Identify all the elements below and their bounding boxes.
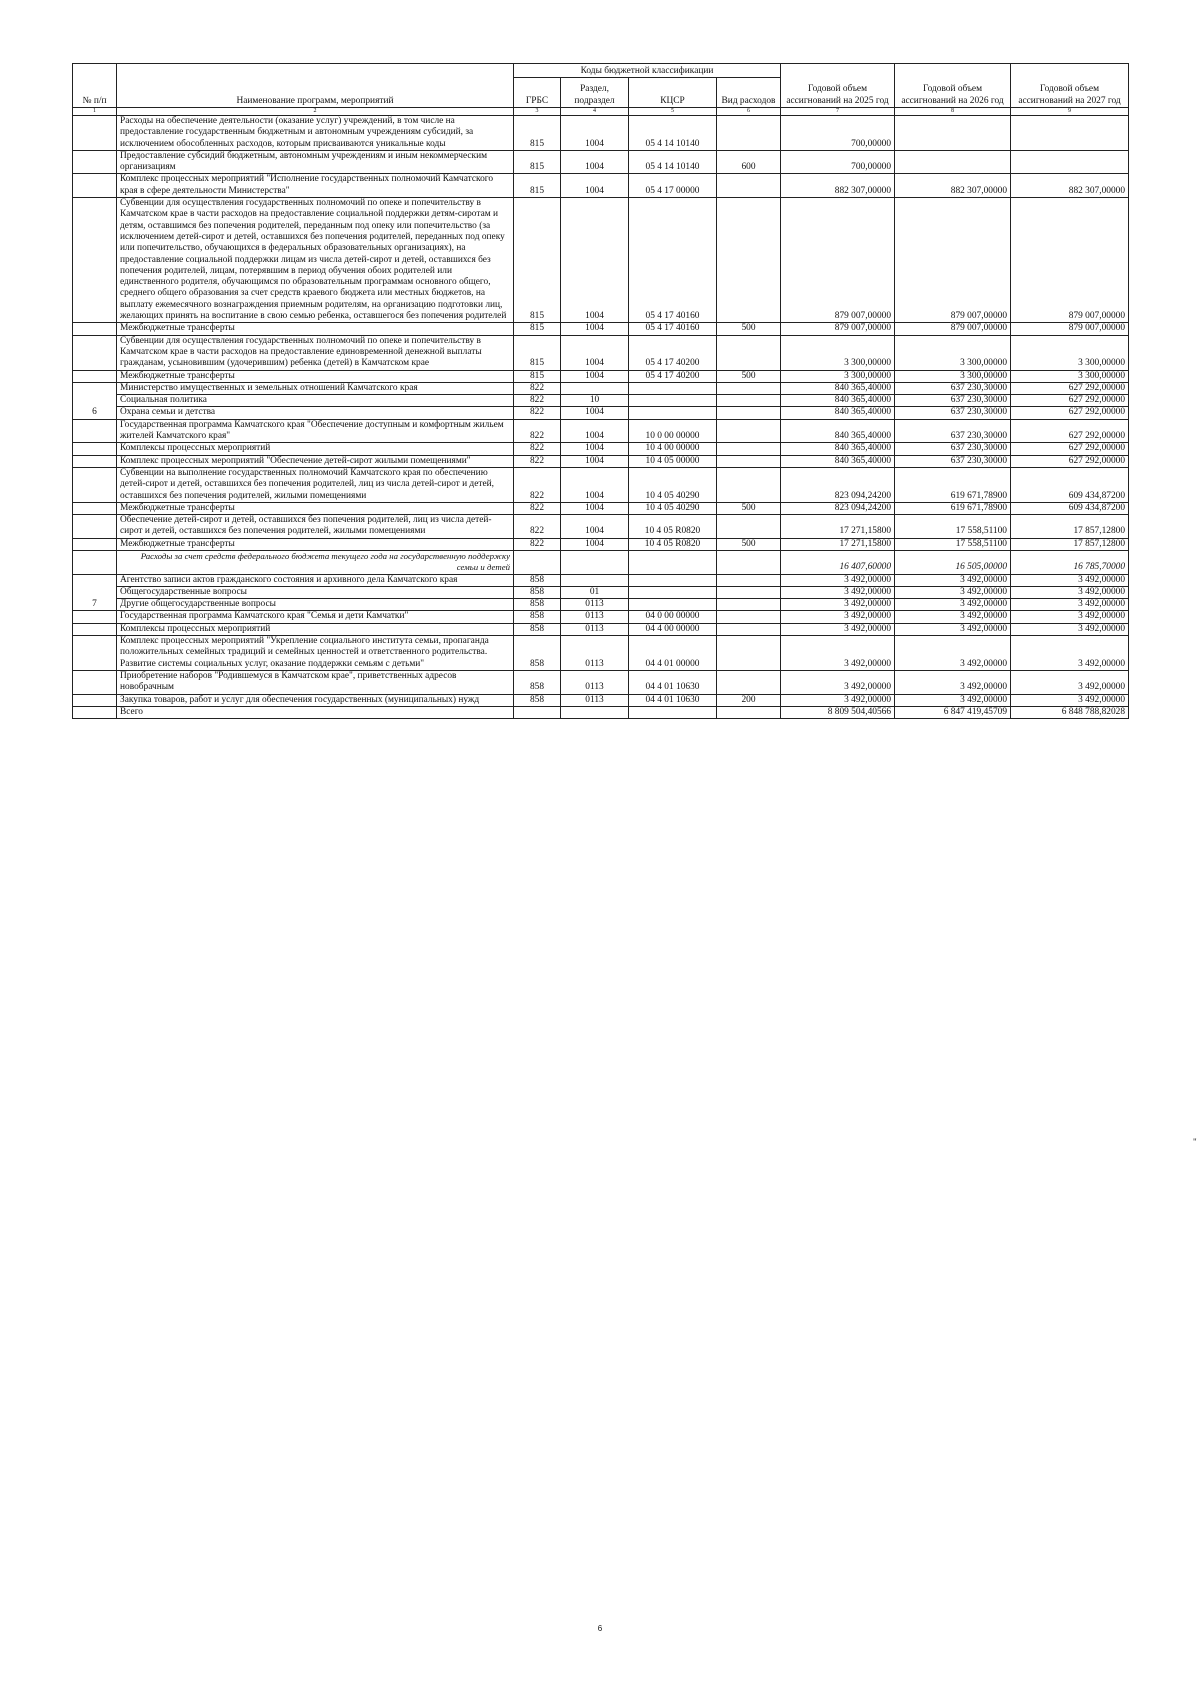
grbs-cell: 858 [514,670,561,694]
amount-2025-cell: 17 271,15800 [781,515,895,539]
kcsr-cell: 05 4 17 40200 [629,370,717,382]
razdel-cell: 1004 [561,198,629,323]
razdel-cell [561,574,629,586]
amount-2025-cell: 3 492,00000 [781,574,895,586]
table-row [73,611,1129,623]
amount-2027-cell: 16 785,70000 [1011,550,1129,574]
grbs-cell: 822 [514,395,561,407]
amount-2026-cell: 16 505,00000 [895,550,1011,574]
item-name-cell: Субвенции на выполнение государственных полномочий Камчатского края по обеспечению детей-сирот и детей, оставшихся без попечения родителей, лиц из числа детей-сирот и детей, оставшихся без попечения родителей, жилыми помещениями [117,467,514,502]
vid-cell [717,407,781,419]
kcsr-cell [629,574,717,586]
vid-cell [717,395,781,407]
vid-cell: 600 [717,150,781,174]
amount-2025-cell: 3 300,00000 [781,335,895,370]
header-razdel: Раздел, подраздел [561,78,629,108]
vid-cell [717,335,781,370]
amount-2025-cell: 840 365,40000 [781,455,895,467]
amount-2026-cell: 619 671,78900 [895,467,1011,502]
amount-2027-cell: 609 434,87200 [1011,467,1129,502]
vid-cell [717,174,781,198]
razdel-cell: 1004 [561,419,629,443]
budget-table [72,63,1129,719]
row-number-cell [73,116,117,151]
kcsr-cell: 05 4 17 00000 [629,174,717,198]
amount-2027-cell: 3 492,00000 [1011,611,1129,623]
vid-cell: 200 [717,694,781,706]
amount-2027-cell: 6 848 788,82028 [1011,706,1129,718]
grbs-cell: 858 [514,574,561,586]
amount-2026-cell: 3 492,00000 [895,599,1011,611]
grbs-cell: 858 [514,623,561,635]
colnum: 8 [895,108,1011,116]
vid-cell [717,198,781,323]
razdel-cell: 0113 [561,694,629,706]
item-name-cell: Субвенции для осуществления государственных полномочий по опеке и попечительству в Камчатском крае в части расходов на предоставление социальной поддержки детям-сиротам и детям, оставшимся без попечения родителей, переданным под опеку или попечительство (за исключением детей-сирот и детей, оставшихся без попечения родителей, переданных под опеку или попечительство, обучающихся в федеральных образовательных организациях), на предоставление социальной поддержки лицам из числа детей-сирот и детей, оставшихся без попечения родителей, лицам, потерявшим в период обучения обоих родителей или единственного родителя, обучающимся по образовательным программам основного общего, среднего общего образования за счет средств краевого бюджета или местных бюджетов, на выплату ежемесячного вознаграждения приемным родителям, на организацию подготовки лиц, желающих принять на воспитание в свою семью ребенка, оставшегося без попечения родителей [117,198,514,323]
table-row [73,538,1129,550]
razdel-cell [561,706,629,718]
amount-2026-cell: 637 230,30000 [895,443,1011,455]
item-name-cell: Министерство имущественных и земельных отношений Камчатского края [117,382,514,394]
table-row [73,198,1129,323]
amount-2025-cell: 823 094,24200 [781,502,895,514]
row-number-cell [73,150,117,174]
item-name-cell: Комплексы процессных мероприятий [117,623,514,635]
razdel-cell: 0113 [561,670,629,694]
kcsr-cell: 05 4 14 10140 [629,150,717,174]
amount-2025-cell: 3 492,00000 [781,586,895,598]
table-row-note [73,550,1129,574]
item-name-cell: Охрана семьи и детства [117,407,514,419]
table-row [73,636,1129,671]
kcsr-cell [629,395,717,407]
razdel-cell: 1004 [561,407,629,419]
amount-2025-cell: 3 492,00000 [781,636,895,671]
amount-2026-cell: 3 492,00000 [895,694,1011,706]
amount-2027-cell: 627 292,00000 [1011,455,1129,467]
amount-2026-cell [895,116,1011,151]
razdel-cell [561,382,629,394]
amount-2027-cell: 3 492,00000 [1011,694,1129,706]
amount-2026-cell: 17 558,51100 [895,538,1011,550]
item-name-cell: Расходы за счет средств федерального бюджета текущего года на государственную поддержку семьи и детей [117,550,514,574]
amount-2026-cell: 637 230,30000 [895,395,1011,407]
amount-2025-cell: 8 809 504,40566 [781,706,895,718]
amount-2026-cell: 3 492,00000 [895,574,1011,586]
colnum: 9 [1011,108,1129,116]
vid-cell [717,636,781,671]
row-number-cell [73,550,117,574]
amount-2026-cell: 3 492,00000 [895,670,1011,694]
kcsr-cell: 04 4 01 10630 [629,694,717,706]
row-number-cell [73,443,117,455]
grbs-cell: 822 [514,443,561,455]
row-number-cell [73,670,117,694]
kcsr-cell: 10 4 05 40290 [629,502,717,514]
amount-2027-cell: 627 292,00000 [1011,443,1129,455]
amount-2026-cell: 6 847 419,45709 [895,706,1011,718]
closing-quote-mark: " [1193,1137,1197,1147]
item-name-cell: Общегосударственные вопросы [117,586,514,598]
table-row [73,574,1129,586]
kcsr-cell: 10 4 05 40290 [629,467,717,502]
vid-cell [717,623,781,635]
header-grbs: ГРБС [514,78,561,108]
header-vid: Вид расходов [717,78,781,108]
table-row [73,382,1129,394]
grbs-cell: 858 [514,586,561,598]
row-number-cell: 6 [73,382,117,419]
vid-cell [717,706,781,718]
page-number: 6 [597,1624,603,1633]
row-number-cell [73,174,117,198]
colnum: 6 [717,108,781,116]
amount-2027-cell: 627 292,00000 [1011,407,1129,419]
vid-cell [717,611,781,623]
razdel-cell: 1004 [561,335,629,370]
razdel-cell: 1004 [561,455,629,467]
amount-2027-cell: 3 300,00000 [1011,335,1129,370]
razdel-cell: 1004 [561,515,629,539]
amount-2025-cell: 3 492,00000 [781,611,895,623]
item-name-cell: Приобретение наборов "Родившемуся в Камчатском крае", приветственных адресов новобрачным [117,670,514,694]
amount-2027-cell: 627 292,00000 [1011,419,1129,443]
kcsr-cell [629,706,717,718]
row-number-cell [73,198,117,323]
kcsr-cell: 10 4 05 R0820 [629,538,717,550]
razdel-cell: 10 [561,395,629,407]
amount-2026-cell: 3 492,00000 [895,586,1011,598]
table-row [73,455,1129,467]
grbs-cell [514,706,561,718]
row-number-cell [73,538,117,550]
razdel-cell: 01 [561,586,629,598]
grbs-cell: 822 [514,502,561,514]
amount-2027-cell: 17 857,12800 [1011,515,1129,539]
row-number-cell [73,419,117,443]
vid-cell [717,586,781,598]
razdel-cell: 1004 [561,502,629,514]
razdel-cell: 1004 [561,323,629,335]
header-2027: Годовой объем ассигнований на 2027 год [1011,64,1129,108]
table-row [73,623,1129,635]
amount-2025-cell: 840 365,40000 [781,443,895,455]
grbs-cell: 815 [514,150,561,174]
budget-sheet [72,63,1197,1147]
razdel-cell: 1004 [561,116,629,151]
table-row [73,694,1129,706]
vid-cell: 500 [717,370,781,382]
row-number-cell [73,323,117,335]
table-row [73,706,1129,718]
header-num: № п/п [73,64,117,108]
razdel-cell: 0113 [561,599,629,611]
vid-cell [717,455,781,467]
grbs-cell: 815 [514,174,561,198]
amount-2025-cell: 840 365,40000 [781,382,895,394]
table-row [73,150,1129,174]
amount-2025-cell: 840 365,40000 [781,419,895,443]
amount-2026-cell: 637 230,30000 [895,407,1011,419]
grbs-cell: 822 [514,407,561,419]
amount-2027-cell: 609 434,87200 [1011,502,1129,514]
amount-2025-cell: 840 365,40000 [781,395,895,407]
item-name-cell: Межбюджетные трансферты [117,538,514,550]
table-row [73,174,1129,198]
row-number-cell [73,502,117,514]
amount-2027-cell: 627 292,00000 [1011,395,1129,407]
item-name-cell: Всего [117,706,514,718]
kcsr-cell: 04 4 01 00000 [629,636,717,671]
item-name-cell: Комплекс процессных мероприятий "Исполнение государственных полномочий Камчатского края в сфере деятельности Министерства" [117,174,514,198]
amount-2027-cell: 882 307,00000 [1011,174,1129,198]
grbs-cell: 858 [514,599,561,611]
kcsr-cell: 10 0 00 00000 [629,419,717,443]
razdel-cell: 1004 [561,467,629,502]
razdel-cell: 0113 [561,623,629,635]
amount-2027-cell: 3 492,00000 [1011,623,1129,635]
amount-2027-cell: 17 857,12800 [1011,538,1129,550]
kcsr-cell: 10 4 05 R0820 [629,515,717,539]
grbs-cell: 822 [514,419,561,443]
amount-2026-cell: 3 492,00000 [895,623,1011,635]
grbs-cell: 858 [514,611,561,623]
amount-2025-cell: 16 407,60000 [781,550,895,574]
vid-cell [717,550,781,574]
kcsr-cell: 05 4 17 40160 [629,198,717,323]
razdel-cell: 1004 [561,538,629,550]
header-name: Наименование программ, мероприятий [117,64,514,108]
amount-2027-cell: 3 492,00000 [1011,574,1129,586]
amount-2026-cell: 3 492,00000 [895,636,1011,671]
amount-2026-cell: 882 307,00000 [895,174,1011,198]
grbs-cell: 822 [514,515,561,539]
colnum: 4 [561,108,629,116]
grbs-cell: 858 [514,694,561,706]
table-row [73,116,1129,151]
grbs-cell: 858 [514,636,561,671]
amount-2027-cell: 879 007,00000 [1011,198,1129,323]
kcsr-cell [629,550,717,574]
colnum: 3 [514,108,561,116]
amount-2025-cell: 3 492,00000 [781,670,895,694]
amount-2026-cell: 879 007,00000 [895,323,1011,335]
table-row [73,335,1129,370]
grbs-cell: 822 [514,455,561,467]
grbs-cell: 822 [514,538,561,550]
kcsr-cell: 04 0 00 00000 [629,611,717,623]
table-row [73,467,1129,502]
vid-cell [717,467,781,502]
kcsr-cell [629,599,717,611]
kcsr-cell: 05 4 14 10140 [629,116,717,151]
header-kcsr: КЦСР [629,78,717,108]
item-name-cell: Комплекс процессных мероприятий "Обеспечение детей-сирот жилыми помещениями" [117,455,514,467]
amount-2026-cell: 637 230,30000 [895,382,1011,394]
vid-cell [717,670,781,694]
razdel-cell: 1004 [561,443,629,455]
item-name-cell: Комплекс процессных мероприятий "Укрепление социального института семьи, пропаганда положительных семейных традиций и семейных ценностей и ответственного родительства. Развитие системы социальных услуг, оказание поддержки семьям с детьми" [117,636,514,671]
table-body [73,116,1129,719]
amount-2027-cell: 3 492,00000 [1011,599,1129,611]
item-name-cell: Государственная программа Камчатского края "Семья и дети Камчатки" [117,611,514,623]
kcsr-cell: 04 4 00 00000 [629,623,717,635]
amount-2027-cell [1011,116,1129,151]
row-number-cell: 7 [73,574,117,611]
razdel-cell: 0113 [561,611,629,623]
item-name-cell: Предоставление субсидий бюджетным, автономным учреждениям и иным некоммерческим организациям [117,150,514,174]
amount-2027-cell: 627 292,00000 [1011,382,1129,394]
item-name-cell: Межбюджетные трансферты [117,370,514,382]
item-name-cell: Другие общегосударственные вопросы [117,599,514,611]
amount-2025-cell: 823 094,24200 [781,467,895,502]
amount-2025-cell: 3 300,00000 [781,370,895,382]
vid-cell: 500 [717,323,781,335]
table-row [73,599,1129,611]
item-name-cell: Межбюджетные трансферты [117,323,514,335]
grbs-cell: 815 [514,116,561,151]
vid-cell [717,574,781,586]
razdel-cell: 1004 [561,150,629,174]
amount-2026-cell: 17 558,51100 [895,515,1011,539]
amount-2026-cell: 3 300,00000 [895,335,1011,370]
row-number-cell [73,335,117,370]
amount-2025-cell: 3 492,00000 [781,694,895,706]
table-row [73,670,1129,694]
row-number-cell [73,694,117,706]
razdel-cell: 0113 [561,636,629,671]
amount-2025-cell: 879 007,00000 [781,198,895,323]
amount-2025-cell: 879 007,00000 [781,323,895,335]
header-2025: Годовой объем ассигнований на 2025 год [781,64,895,108]
row-number-cell [73,515,117,539]
item-name-cell: Обеспечение детей-сирот и детей, оставшихся без попечения родителей, лиц из числа детей-сирот и детей, оставшихся без попечения родителей, жилыми помещениями [117,515,514,539]
amount-2027-cell: 3 492,00000 [1011,670,1129,694]
vid-cell [717,419,781,443]
vid-cell [717,116,781,151]
kcsr-cell: 10 4 05 00000 [629,455,717,467]
amount-2025-cell: 3 492,00000 [781,623,895,635]
amount-2027-cell: 3 492,00000 [1011,636,1129,671]
row-number-cell [73,611,117,623]
item-name-cell: Субвенции для осуществления государственных полномочий по опеке и попечительству в Камчатском крае в части расходов на предоставление единовременной денежной выплаты гражданам, усыновившим (удочерившим) ребенка (детей) в Камчатском крае [117,335,514,370]
amount-2026-cell: 3 492,00000 [895,611,1011,623]
amount-2025-cell: 3 492,00000 [781,599,895,611]
table-row [73,370,1129,382]
header-2026: Годовой объем ассигнований на 2026 год [895,64,1011,108]
amount-2026-cell [895,150,1011,174]
razdel-cell: 1004 [561,370,629,382]
item-name-cell: Закупка товаров, работ и услуг для обеспечения государственных (муниципальных) нужд [117,694,514,706]
table-row [73,419,1129,443]
item-name-cell: Межбюджетные трансферты [117,502,514,514]
vid-cell [717,515,781,539]
amount-2025-cell: 17 271,15800 [781,538,895,550]
grbs-cell: 815 [514,335,561,370]
kcsr-cell [629,586,717,598]
vid-cell [717,599,781,611]
amount-2027-cell: 3 300,00000 [1011,370,1129,382]
table-row [73,443,1129,455]
amount-2026-cell: 879 007,00000 [895,198,1011,323]
vid-cell: 500 [717,502,781,514]
vid-cell: 500 [717,538,781,550]
item-name-cell: Социальная политика [117,395,514,407]
vid-cell [717,382,781,394]
row-number-cell [73,370,117,382]
row-number-cell [73,636,117,671]
amount-2026-cell: 637 230,30000 [895,455,1011,467]
item-name-cell: Комплексы процессных мероприятий [117,443,514,455]
colnum: 7 [781,108,895,116]
colnum: 2 [117,108,514,116]
amount-2025-cell: 700,00000 [781,150,895,174]
table-row [73,395,1129,407]
item-name-cell: Государственная программа Камчатского края "Обеспечение доступным и комфортным жильем жителей Камчатского края" [117,419,514,443]
grbs-cell [514,550,561,574]
razdel-cell: 1004 [561,174,629,198]
row-number-cell [73,455,117,467]
razdel-cell [561,550,629,574]
kcsr-cell [629,407,717,419]
amount-2026-cell: 3 300,00000 [895,370,1011,382]
amount-2026-cell: 637 230,30000 [895,419,1011,443]
row-number-cell [73,467,117,502]
amount-2027-cell: 879 007,00000 [1011,323,1129,335]
item-name-cell: Агентство записи актов гражданского состояния и архивного дела Камчатского края [117,574,514,586]
kcsr-cell: 05 4 17 40200 [629,335,717,370]
grbs-cell: 822 [514,382,561,394]
amount-2025-cell: 700,00000 [781,116,895,151]
kcsr-cell: 10 4 00 00000 [629,443,717,455]
table-row [73,515,1129,539]
grbs-cell: 822 [514,467,561,502]
item-name-cell: Расходы на обеспечение деятельности (оказание услуг) учреждений, в том числе на предоставление государственным бюджетным и автономным учреждениям субсидий, за исключением обособленных расходов, которым присваиваются уникальные коды [117,116,514,151]
row-number-cell [73,623,117,635]
amount-2027-cell: 3 492,00000 [1011,586,1129,598]
colnum: 1 [73,108,117,116]
header-codes: Коды бюджетной классификации [514,64,781,78]
amount-2026-cell: 619 671,78900 [895,502,1011,514]
colnum: 5 [629,108,717,116]
table-row [73,586,1129,598]
amount-2025-cell: 882 307,00000 [781,174,895,198]
vid-cell [717,443,781,455]
amount-2025-cell: 840 365,40000 [781,407,895,419]
table-row [73,407,1129,419]
kcsr-cell: 04 4 01 10630 [629,670,717,694]
grbs-cell: 815 [514,370,561,382]
table-row [73,323,1129,335]
kcsr-cell: 05 4 17 40160 [629,323,717,335]
grbs-cell: 815 [514,323,561,335]
amount-2027-cell [1011,150,1129,174]
row-number-cell [73,706,117,718]
grbs-cell: 815 [514,198,561,323]
kcsr-cell [629,382,717,394]
table-row [73,502,1129,514]
